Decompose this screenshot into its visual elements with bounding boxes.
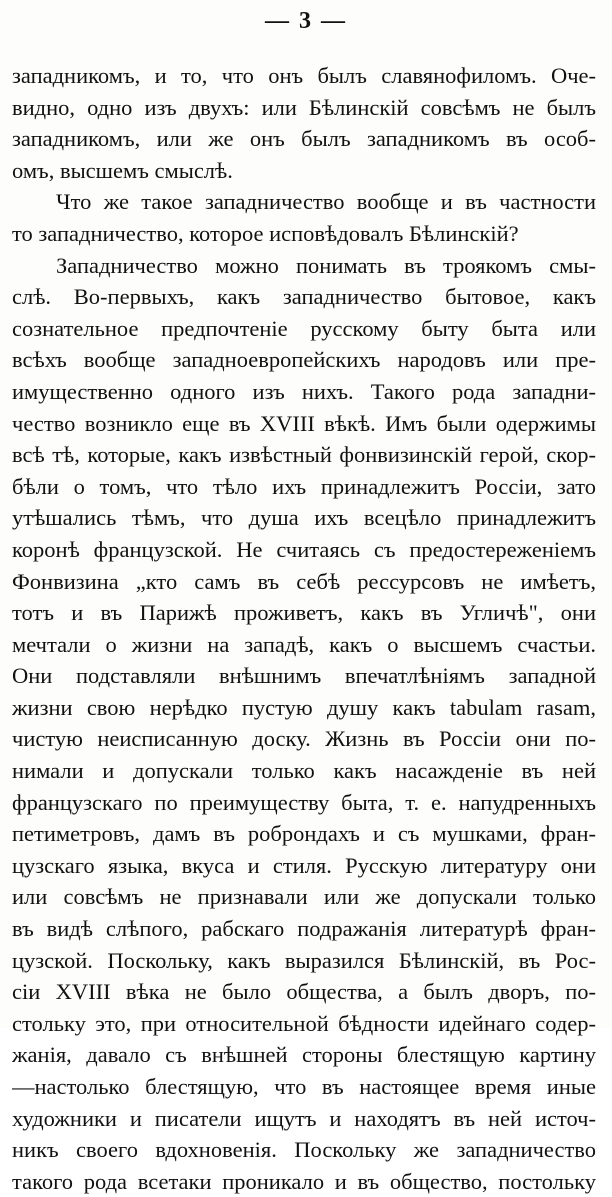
text-line: всѣхъ вообще западноевропейскихъ народовъ или пре- [12,347,596,373]
text-line: сіи XVIII вѣка не было общества, а былъ дворъ, по- [12,979,596,1005]
text-line: Они подставляли внѣшнимъ впечатлѣніямъ западной [12,663,596,689]
text-line: въ видѣ слѣпого, рабскаго подражанія литературѣ фран- [12,916,596,942]
body-text [12,60,596,1197]
text-line: чистую неисписанную доску. Жизнь въ Россіи они по- [12,726,596,752]
text-line: цузской. Поскольку, какъ выразился Бѣлинскій, въ Рос- [12,947,596,973]
text-line: мечтали о жизни на западѣ, какъ о высшемъ счастьи. [12,631,596,657]
text-line: то западничество, которое исповѣдовалъ Бѣлинскій? [12,220,519,246]
text-line: коронѣ французской. Не считаясь съ предостереженіемъ [12,536,596,562]
text-line: Фонвизина „кто самъ въ себѣ рессурсовъ не имѣетъ, [12,568,596,594]
text-line: утѣшались тѣмъ, что душа ихъ всецѣло принадлежитъ [12,505,596,531]
text-line: западникомъ, и то, что онъ былъ славянофиломъ. Оче- [12,63,596,88]
text-line: жанія, давало съ внѣшней стороны блестящую картину [12,1042,596,1068]
text-line: имущественно одного изъ нихъ. Такого рода западни- [12,378,596,404]
text-line: жизни свою нерѣдко пустую душу какъ tabulam rasam, [12,694,596,720]
text-line: слѣ. Во-первыхъ, какъ западничество бытовое, какъ [12,284,596,310]
text-line: или совсѣмъ не признавали или же допускали только [12,884,596,910]
text-line: французскаго по преимуществу быта, т. е. напудренныхъ [12,789,596,815]
text-line: петиметровъ, дамъ въ роброндахъ и съ мушками, фран- [12,821,596,847]
text-line: никъ своего вдохновенія. Поскольку же западничество [12,1137,596,1163]
text-line: такого рода всетаки проникало и въ общество, постольку [12,1168,596,1194]
text-line: тотъ и въ Парижѣ проживетъ, какъ въ Угличѣ", они [12,600,596,626]
text-line: сознательное предпочтеніе русскому быту быта или [12,315,596,341]
text-line: чество возникло еще въ XVIII вѣкѣ. Имъ были одержимы [12,410,596,436]
text-line: видно, одно изъ двухъ: или Бѣлинскій совсѣмъ не былъ [12,94,596,120]
text-line: омъ, высшемъ смыслѣ. [12,157,233,183]
text-line: стольку это, при относительной бѣдности идейнаго содер- [12,1010,596,1036]
text-line: нимали и допускали только какъ насажденіе въ ней [12,758,596,784]
text-line: —настолько блестящую, что въ настоящее время иные [12,1074,596,1099]
paragraph-first-line: Западничество можно понимать въ троякомъ смы- [56,252,596,278]
text-line: бѣли о томъ, что тѣло ихъ принадлежитъ Россіи, зато [12,473,596,499]
text-line: художники и писатели ищутъ и находятъ въ ней источ- [12,1105,596,1131]
paragraph-first-line: Что же такое западничество вообще и въ частности [56,189,596,215]
text-line: цузскаго языка, вкуса и стиля. Русскую литературу они [12,852,596,878]
page-number: — 3 — [265,8,347,34]
text-line: всѣ тѣ, которые, какъ извѣстный фонвизинскій герой, скор- [12,442,596,468]
text-line: западникомъ, или же онъ былъ западникомъ въ особ- [12,126,596,152]
